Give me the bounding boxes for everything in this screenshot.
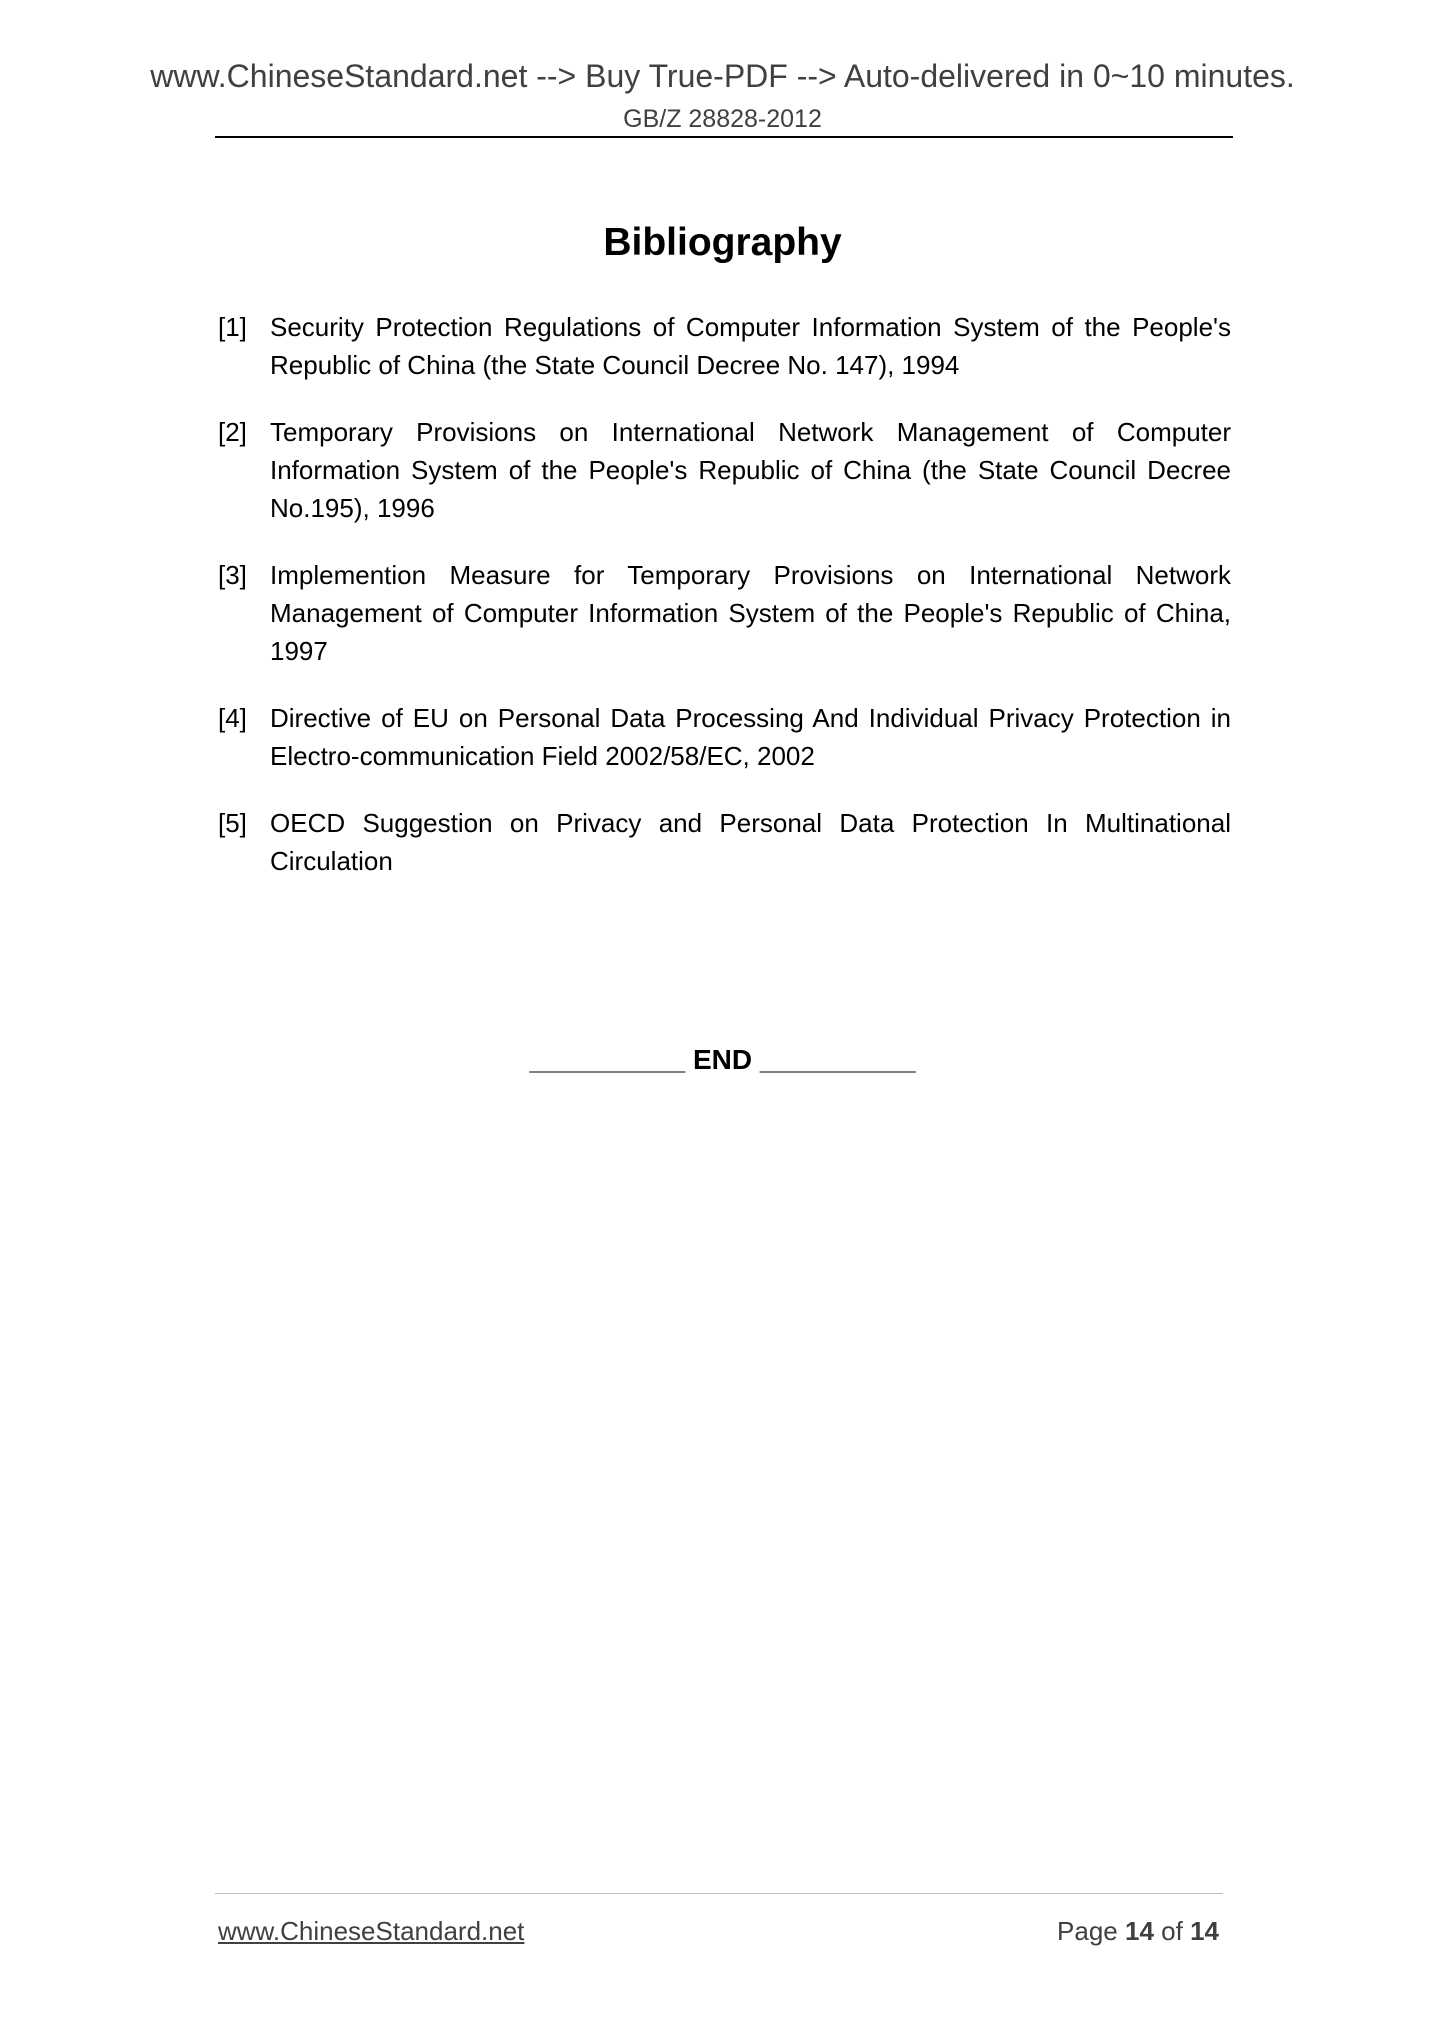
reference-text: Security Protection Regulations of Computer Information System of the People's Republic of China (the State Council Decree No. 147), 1994: [270, 312, 1231, 380]
page-title: Bibliography: [603, 221, 842, 264]
page-of: of: [1161, 1916, 1183, 1946]
footer-divider: [215, 1893, 1223, 1894]
page-number: [1057, 1914, 1219, 1948]
footer-website-link[interactable]: www.ChineseStandard.net: [218, 1916, 525, 1946]
standard-code: GB/Z 28828-2012: [623, 105, 822, 133]
reference-number: [2]: [218, 417, 247, 447]
reference-item: [218, 556, 1231, 670]
reference-item: [218, 413, 1231, 527]
reference-number: [5]: [218, 808, 247, 838]
page-prefix: Page: [1057, 1916, 1118, 1946]
reference-item: [218, 804, 1231, 880]
reference-item: [218, 308, 1231, 384]
reference-text: Temporary Provisions on International Network Management of Computer Information System of the People's Republic of China (the State Council Decree No.195), 1996: [270, 417, 1231, 523]
reference-text: Implemention Measure for Temporary Provisions on International Network Management of Computer Information System of the People's Republic of China, 1997: [270, 560, 1231, 666]
header-divider: [215, 136, 1233, 138]
page-current: 14: [1125, 1916, 1154, 1946]
page-total: 14: [1190, 1916, 1219, 1946]
reference-text: OECD Suggestion on Privacy and Personal Data Protection In Multinational Circulation: [270, 808, 1231, 876]
reference-text: Directive of EU on Personal Data Processing And Individual Privacy Protection in Electro-communication Field 2002/58/EC, 2002: [270, 703, 1231, 771]
reference-number: [3]: [218, 560, 247, 590]
header-banner[interactable]: www.ChineseStandard.net --> Buy True-PDF --> Auto-delivered in 0~10 minutes.: [150, 58, 1295, 94]
reference-item: [218, 699, 1231, 775]
end-marker: __________ END __________: [529, 1044, 916, 1075]
reference-number: [1]: [218, 312, 247, 342]
bibliography-list: [218, 308, 1231, 909]
reference-number: [4]: [218, 703, 247, 733]
